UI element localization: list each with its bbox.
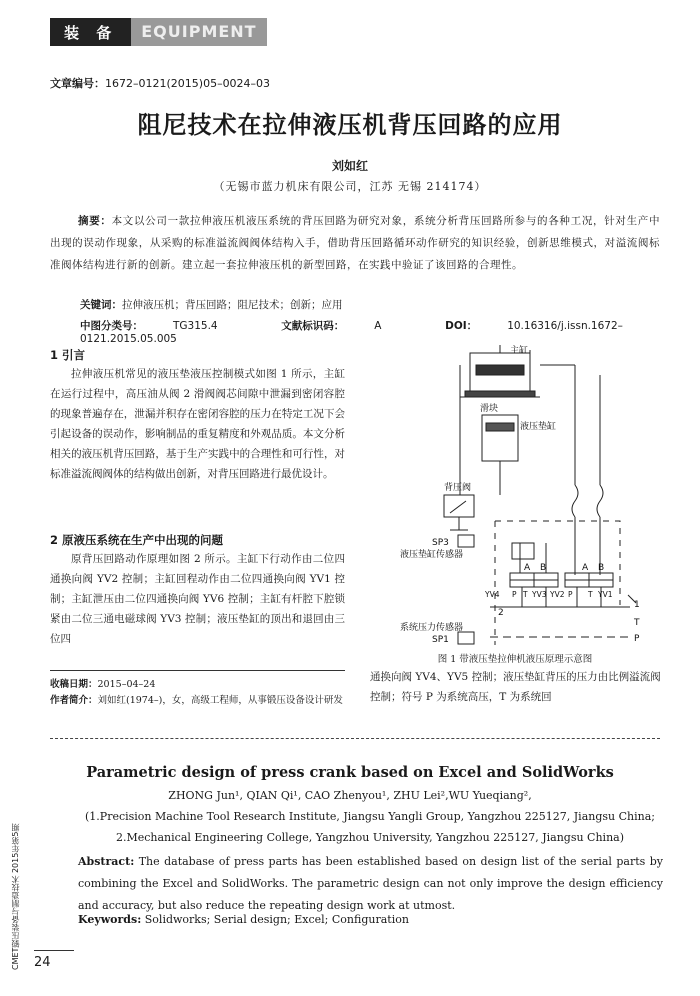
english-keywords: Keywords: Solidworks; Serial design; Excel; Configuration <box>78 913 409 926</box>
label-slider: 滑块 <box>480 404 499 414</box>
author-bio: 作者简介：刘如红(1974–)，女，高级工程师，从事锻压设备设计研发 <box>50 695 343 706</box>
journal-sidebar: CMET锻压装备与制造技术 2015年第5期 <box>11 823 20 970</box>
hydraulic-schematic-figure <box>370 345 660 645</box>
received-date: 收稿日期：2015–04–24 <box>50 679 156 690</box>
label-yv3: YV3 <box>532 590 547 599</box>
section-2-heading: 2 原液压系统在生产中出现的问题 <box>50 533 224 547</box>
label-num-2: 2 <box>498 608 504 618</box>
label-b2: B <box>598 563 605 573</box>
label-main-cylinder: 主缸 <box>510 346 529 356</box>
label-yv2: YV2 <box>550 590 565 599</box>
label-t1: T <box>523 590 528 599</box>
section-1-heading: 1 引言 <box>50 348 86 362</box>
section-label-zh: 装 备 <box>50 18 131 46</box>
english-affiliation-2: 2.Mechanical Engineering College, Yangzhou University, Yangzhou 225127, Jiangsu China) <box>115 831 625 844</box>
keywords: 关键词：拉伸液压机；背压回路；阻尼技术；创新；应用 <box>80 299 343 311</box>
section-1-text: 拉伸液压机常见的液压垫液压控制模式如图 1 所示，主缸在运行过程中，高压油从阀 2 滑阀阀芯间隙中泄漏到密闭容腔的现象普遍存在，泄漏并积存在密闭容腔的压力在特定工况下会引起设备的误动作，影响制品的重复精度和外观品质。本文分析相关的液压机背压回路，基于生产实践中的合理性和可行性，对标准溢流阀阀体的结构做出创新，对背压回路进行最优设计。 <box>50 368 345 480</box>
label-p2: P <box>568 590 573 599</box>
affiliation: （无锡市蓝力机床有限公司，江苏 无锡 214174） <box>213 180 487 193</box>
section-divider <box>50 738 660 739</box>
label-yv4: YV4 <box>485 590 500 599</box>
label-a2: A <box>582 563 589 573</box>
right-column-text: 通换向阀 YV4、YV5 控制；液压垫缸背压的压力由比例溢流阀控制；符号 P 为系统高压，T 为系统回 <box>370 671 661 703</box>
paper-title: 阻尼技术在拉伸液压机背压回路的应用 <box>137 111 563 139</box>
label-cushion-sensor: 液压垫缸传感器 <box>400 550 464 560</box>
label-b1: B <box>540 563 547 573</box>
label-a1: A <box>524 563 531 573</box>
abstract: 摘要：本文以公司一款拉伸液压机液压系统的背压回路为研究对象，系统分析背压回路所参与的各种工况，针对生产中出现的误动作现象，从采购的标准溢流阀阀体结构入手，借助背压回路循环动作研究的知识经验，创新思维模式，对溢流阀标准阀体结构进行新的创新。建立起一套拉伸液压机的新型回路，在实践中验证了该回路的合理性。 <box>50 215 661 271</box>
label-yv1: YV1 <box>598 590 613 599</box>
label-system-sensor: 系统压力传感器 <box>400 623 464 633</box>
english-abstract: Abstract: The database of press parts has been established based on design list of the serial parts by combining the Excel and SolidWorks. The parametric design can not only improve the design efficiency and accuracy, but also reduce the repeating design work at utmost. <box>78 855 663 912</box>
label-t2: T <box>588 590 593 599</box>
label-p1: P <box>512 590 517 599</box>
english-affiliation-1: (1.Precision Machine Tool Research Institute, Jiangsu Yangli Group, Yangzhou 225127, Jiangsu China; <box>85 810 655 823</box>
footnote-rule <box>50 670 345 671</box>
label-pressure-p: P <box>634 634 640 644</box>
page-number-rule <box>34 950 74 951</box>
article-number: 文章编号：1672–0121(2015)05–0024–03 <box>50 77 271 90</box>
figure-caption: 图 1 带液压垫拉伸机液压原理示意图 <box>437 654 593 665</box>
label-back-pressure-valve: 背压阀 <box>444 483 472 493</box>
english-authors: ZHONG Jun¹, QIAN Qi¹, CAO Zhenyou¹, ZHU Lei²,WU Yueqiang², <box>168 789 532 802</box>
english-title: Parametric design of press crank based on Excel and SolidWorks <box>86 764 614 781</box>
classification: 中图分类号： TG315.4 文献标识码： A DOI： 10.16316/j.issn.1672–0121.2015.05.005 <box>80 320 623 345</box>
author: 刘如红 <box>331 159 368 173</box>
section-2-text: 原背压回路动作原理如图 2 所示。主缸下行动作由二位四通换向阀 YV2 控制；主缸回程动作由二位四通换向阀 YV1 控制；主缸泄压由二位四通换向阀 YV6 控制；主缸有杆腔下腔锁紧由二位三通电磁球阀 YV3 控制；液压垫缸的顶出和退回由三位四 <box>50 553 345 645</box>
section-label-en: EQUIPMENT <box>131 18 266 46</box>
label-cushion-cylinder: 液压垫缸 <box>520 422 557 432</box>
section-banner <box>50 18 267 46</box>
label-return-t: T <box>634 618 640 628</box>
label-sp1: SP1 <box>432 635 449 645</box>
page-number: 24 <box>34 955 51 970</box>
label-sp3: SP3 <box>432 538 449 548</box>
label-num-1: 1 <box>634 600 640 610</box>
